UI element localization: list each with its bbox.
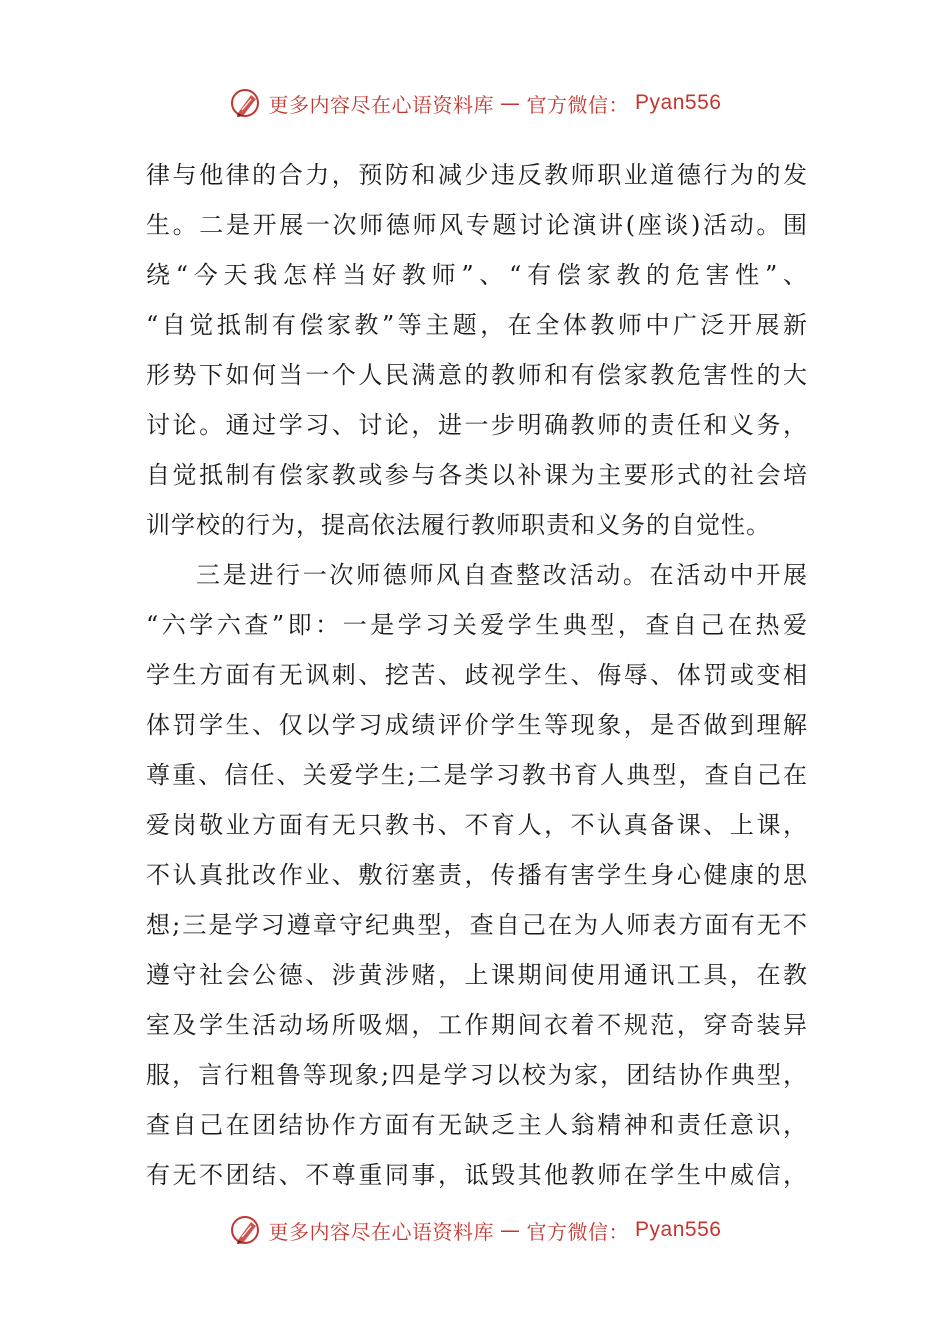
header-watermark xyxy=(0,86,950,120)
document-body xyxy=(146,150,808,1200)
body-line: 自觉抵制有偿家教或参与各类以补课为主要形式的社会培 xyxy=(146,461,808,489)
body-line: 服，言行粗鲁等现象;四是学习以校为家，团结协作典型， xyxy=(146,1061,808,1089)
body-line: 想;三是学习遵章守纪典型，查自己在为人师表方面有无不 xyxy=(146,911,808,939)
body-line: 三是进行一次师德师风自查整改活动。在活动中开展 xyxy=(196,561,808,589)
body-line: 查自己在团结协作方面有无缺乏主人翁精神和责任意识， xyxy=(146,1111,808,1139)
pen-nib-icon xyxy=(229,1213,263,1247)
watermark-wechat-id: Pyan556 xyxy=(635,91,722,114)
body-line: 有无不团结、不尊重同事，诋毁其他教师在学生中威信， xyxy=(146,1161,808,1189)
watermark-suffix: 官方微信： xyxy=(526,1219,630,1244)
watermark-suffix: 官方微信： xyxy=(526,92,630,117)
body-line: 室及学生活动场所吸烟，工作期间衣着不规范，穿奇装异 xyxy=(146,1011,808,1039)
body-line: 学生方面有无讽刺、挖苦、歧视学生、侮辱、体罚或变相 xyxy=(146,661,808,689)
body-line: 训学校的行为，提高依法履行教师职责和义务的自觉性。 xyxy=(146,511,771,539)
body-line: 形势下如何当一个人民满意的教师和有偿家教危害性的大 xyxy=(146,361,808,389)
body-line: “六学六查”即：一是学习关爱学生典型，查自己在热爱 xyxy=(146,611,808,639)
footer-watermark xyxy=(0,1213,950,1247)
body-line: 不认真批改作业、敷衍塞责，传播有害学生身心健康的思 xyxy=(146,861,808,889)
watermark-text: 更多内容尽在心语资料库 xyxy=(268,1219,495,1244)
body-line: “自觉抵制有偿家教”等主题，在全体教师中广泛开展新 xyxy=(146,311,808,339)
watermark-wechat-id: Pyan556 xyxy=(635,1218,722,1241)
body-line: 尊重、信任、关爱学生;二是学习教书育人典型，查自己在 xyxy=(146,761,808,789)
body-line: 讨论。通过学习、讨论，进一步明确教师的责任和义务， xyxy=(146,411,808,439)
body-line: 体罚学生、仅以学习成绩评价学生等现象，是否做到理解 xyxy=(146,711,808,739)
body-line: 遵守社会公德、涉黄涉赌，上课期间使用通讯工具，在教 xyxy=(146,961,808,989)
watermark-separator: — xyxy=(500,91,521,115)
body-line: 生。二是开展一次师德师风专题讨论演讲(座谈)活动。围 xyxy=(146,211,808,239)
body-line: 律与他律的合力，预防和减少违反教师职业道德行为的发 xyxy=(146,161,808,189)
body-line: 绕“今天我怎样当好教师”、“有偿家教的危害性”、 xyxy=(146,261,808,289)
body-line: 爱岗敬业方面有无只教书、不育人，不认真备课、上课， xyxy=(146,811,808,839)
watermark-text: 更多内容尽在心语资料库 xyxy=(268,92,495,117)
pen-nib-icon xyxy=(229,86,263,120)
watermark-separator: — xyxy=(500,1218,521,1242)
